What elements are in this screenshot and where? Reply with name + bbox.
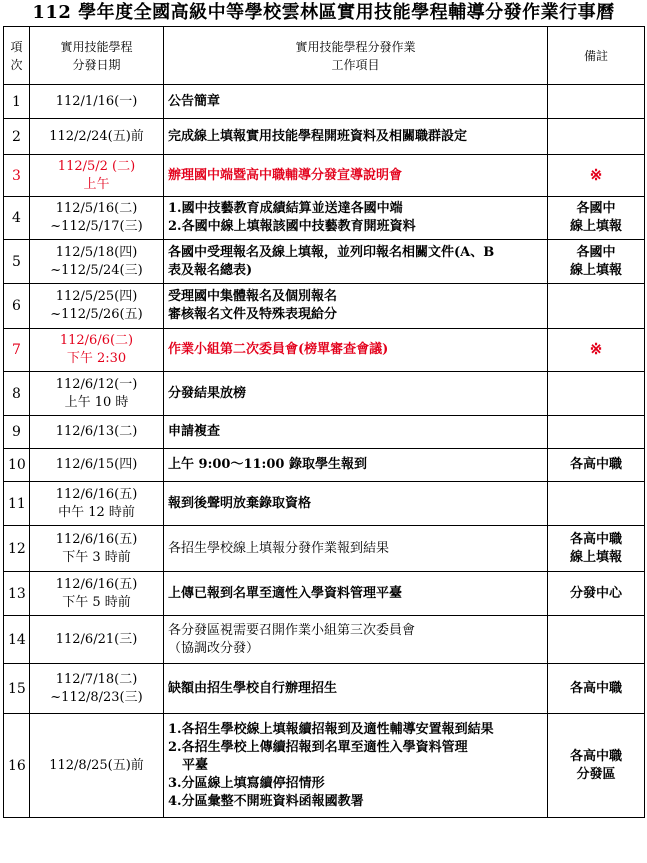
row-note: 各高中職 [548,664,645,714]
row-task: 1.各招生學校線上填報續招報到及適性輔導安置報到結果 2.各招生學校上傳續招報到名單至適性入學資料管理 平臺 3.分區線上填寫續停招情形 4.分區彙整不開班資料函報國教署 [164,714,548,818]
row-note: 各高中職 線上填報 [548,526,645,572]
row-date: 112/5/25(四) ~112/5/26(五) [30,284,164,329]
row-task: 受理國中集體報名及個別報名 審核報名文件及特殊表現給分 [164,284,548,329]
row-date: 112/6/16(五) 下午 5 時前 [30,572,164,616]
row-date: 112/6/16(五) 下午 3 時前 [30,526,164,572]
row-task: 報到後聲明放棄錄取資格 [164,482,548,526]
row-note [548,119,645,155]
row-no: 15 [4,664,30,714]
header-no: 項 次 [4,27,30,85]
table-row [4,526,645,572]
row-task: 辦理國中端暨高中職輔導分發宣導說明會 [164,155,548,197]
row-date: 112/7/18(二) ~112/8/23(三) [30,664,164,714]
row-date: 112/5/18(四) ~112/5/24(三) [30,240,164,284]
row-note [548,372,645,416]
table-row [4,416,645,449]
table-row [4,714,645,818]
row-task: 各國中受理報名及線上填報，並列印報名相關文件(A、B 表及報名總表) [164,240,548,284]
table-row [4,372,645,416]
page-title: 112 學年度全國高級中等學校雲林區實用技能學程輔導分發作業行事曆 [32,2,615,23]
table-row [4,284,645,329]
row-note: 各高中職 [548,449,645,482]
row-date: 112/2/24(五)前 [30,119,164,155]
row-date: 112/6/13(二) [30,416,164,449]
row-no: 2 [4,119,30,155]
row-note [548,155,645,197]
row-note: 各高中職 分發區 [548,714,645,818]
row-no: 8 [4,372,30,416]
table-row [4,85,645,119]
table-row [4,616,645,664]
table-row [4,197,645,240]
row-no: 12 [4,526,30,572]
row-task: 公告簡章 [164,85,548,119]
row-task: 各招生學校線上填報分發作業報到結果 [164,526,548,572]
row-note [548,416,645,449]
row-date: 112/6/21(三) [30,616,164,664]
row-note: 各國中 線上填報 [548,197,645,240]
header-task: 實用技能學程分發作業 工作項目 [164,27,548,85]
row-note: 分發中心 [548,572,645,616]
header-date: 實用技能學程 分發日期 [30,27,164,85]
row-date: 112/5/2 (二) 上午 [30,155,164,197]
row-no: 16 [4,714,30,818]
table-row [4,240,645,284]
table-row [4,572,645,616]
row-note [548,85,645,119]
row-task: 申請複查 [164,416,548,449]
row-task: 上午 9:00～11:00 錄取學生報到 [164,449,548,482]
row-no: 9 [4,416,30,449]
row-no: 11 [4,482,30,526]
row-no: 4 [4,197,30,240]
table-header-row [4,27,645,85]
row-note [548,329,645,372]
row-no: 1 [4,85,30,119]
row-no: 13 [4,572,30,616]
row-no: 6 [4,284,30,329]
row-no: 5 [4,240,30,284]
table-row [4,329,645,372]
row-no: 7 [4,329,30,372]
schedule-table [3,26,645,818]
row-note [548,616,645,664]
row-date: 112/6/12(一) 上午 10 時 [30,372,164,416]
row-date: 112/6/16(五) 中午 12 時前 [30,482,164,526]
row-note [548,284,645,329]
header-note: 備註 [548,27,645,85]
table-row [4,449,645,482]
row-task: 1.國中技藝教育成績結算並送達各國中端 2.各國中線上填報該國中技藝教育開班資料 [164,197,548,240]
row-date: 112/5/16(二) ~112/5/17(三) [30,197,164,240]
table-row [4,119,645,155]
row-task: 上傳已報到名單至適性入學資料管理平臺 [164,572,548,616]
row-task: 分發結果放榜 [164,372,548,416]
table-row [4,155,645,197]
row-date: 112/6/15(四) [30,449,164,482]
row-task: 作業小組第二次委員會(榜單審查會議) [164,329,548,372]
row-no: 14 [4,616,30,664]
table-row [4,664,645,714]
reference-mark-icon: ※ [589,165,603,184]
row-date: 112/6/6(二) 下午 2:30 [30,329,164,372]
row-no: 10 [4,449,30,482]
row-date: 112/8/25(五)前 [30,714,164,818]
row-no: 3 [4,155,30,197]
row-task: 缺額由招生學校自行辦理招生 [164,664,548,714]
row-date: 112/1/16(一) [30,85,164,119]
row-note [548,482,645,526]
table-row [4,482,645,526]
reference-mark-icon: ※ [589,340,603,358]
row-task: 各分發區視需要召開作業小組第三次委員會 （協調改分發） [164,616,548,664]
row-note: 各國中 線上填報 [548,240,645,284]
row-task: 完成線上填報實用技能學程開班資料及相關職群設定 [164,119,548,155]
